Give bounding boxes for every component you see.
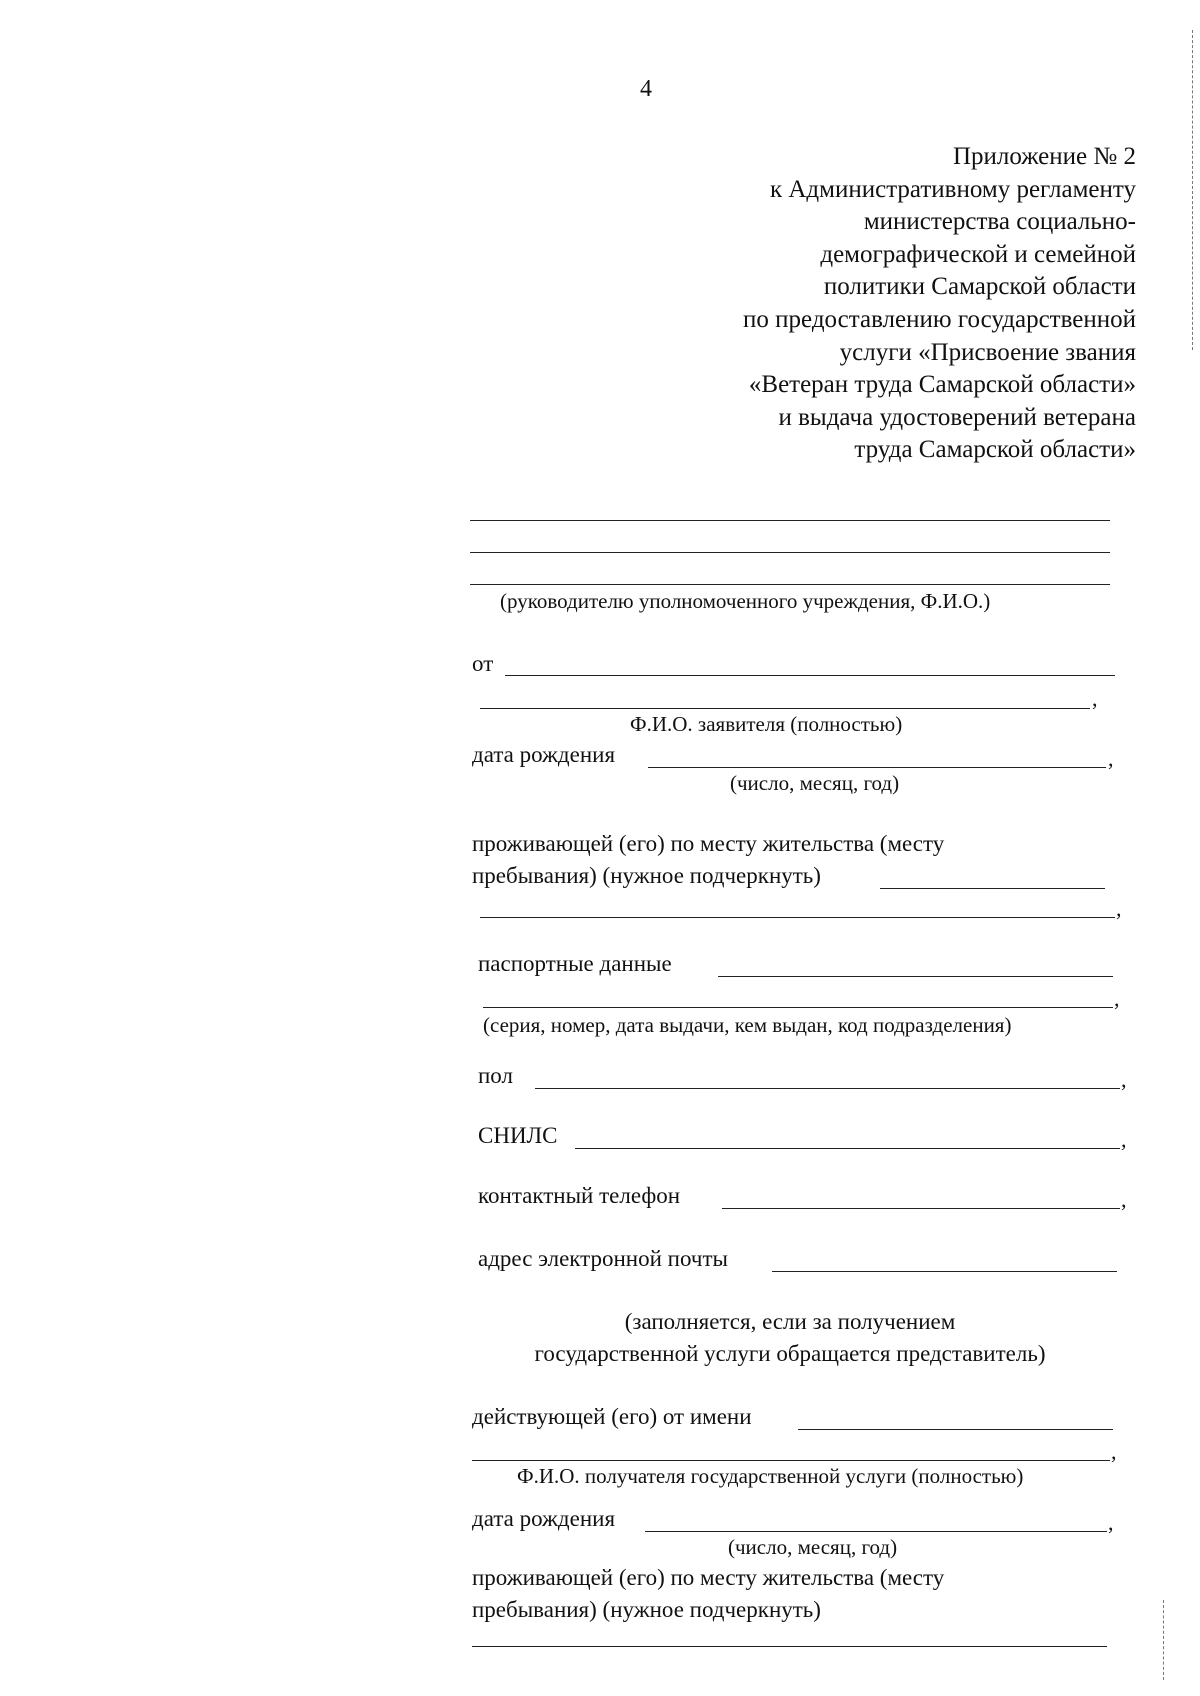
email-label: адрес электронной почты — [478, 1246, 728, 1271]
comma: , — [1111, 1439, 1117, 1464]
recipient-line-2[interactable] — [470, 552, 1110, 553]
comma: , — [1121, 1127, 1127, 1152]
comma: , — [1116, 896, 1122, 921]
sex-field[interactable] — [535, 1088, 1120, 1089]
residence-field[interactable] — [880, 888, 1105, 889]
comma: , — [1108, 746, 1114, 771]
residence-field-line-2[interactable] — [480, 917, 1115, 918]
representative-note: (заполняется, если за получением — [624, 1309, 956, 1334]
recipient-line-3[interactable] — [470, 584, 1110, 585]
appendix-line: «Ветеран труда Самарской области» — [748, 371, 1136, 399]
birth-date-label: дата рождения — [472, 1506, 616, 1531]
residence-text: проживающей (его) по месту жительства (месту — [472, 831, 945, 856]
comma: , — [1108, 1510, 1114, 1535]
appendix-line: и выдача удостоверений ветерана — [778, 403, 1136, 431]
comma: , — [1121, 1067, 1127, 1092]
recipient-line-1[interactable] — [470, 520, 1110, 521]
passport-field-line-2[interactable] — [483, 1007, 1113, 1008]
recipient-hint: (руководителю уполномоченного учреждения, Ф.И.О.) — [500, 589, 991, 613]
appendix-line: министерства социально- — [863, 208, 1136, 236]
representative-note: государственной услуги обращается представитель) — [534, 1341, 1046, 1366]
sex-label: пол — [478, 1063, 513, 1088]
appendix-header — [576, 141, 1136, 467]
snils-label: СНИЛС — [478, 1123, 558, 1148]
acting-label: действующей (его) от имени — [472, 1404, 752, 1429]
appendix-line: политики Самарской области — [823, 273, 1136, 301]
appendix-line: Приложение № 2 — [952, 143, 1136, 170]
appendix-line: труда Самарской области» — [854, 436, 1136, 464]
birth-date-hint: (число, месяц, год) — [730, 771, 900, 795]
recipient-name-hint: Ф.И.О. получателя государственной услуги (полностью) — [517, 1464, 1024, 1488]
appendix-line: услуги «Присвоение звания — [839, 338, 1136, 366]
residence-2-text: проживающей (его) по месту жительства (месту — [472, 1565, 945, 1590]
phone-field[interactable] — [722, 1208, 1120, 1209]
birth-date-2-field[interactable] — [645, 1531, 1107, 1532]
appendix-line: демографической и семейной — [820, 240, 1136, 268]
snils-field[interactable] — [575, 1148, 1120, 1149]
birth-date-2-hint: (число, месяц, год) — [728, 1535, 898, 1559]
comma: , — [1092, 686, 1098, 711]
appendix-line: по предоставлению государственной — [743, 305, 1136, 333]
email-field[interactable] — [772, 1271, 1117, 1272]
from-field-line-2[interactable] — [480, 708, 1090, 709]
residence-text: пребывания) (нужное подчеркнуть) — [472, 863, 821, 888]
passport-hint: (серия, номер, дата выдачи, кем выдан, код подразделения) — [483, 1013, 1012, 1037]
residence-2-text: пребывания) (нужное подчеркнуть) — [472, 1597, 821, 1622]
birth-date-label: дата рождения — [472, 742, 616, 767]
comma: , — [1121, 1187, 1127, 1212]
page-number: 4 — [640, 76, 652, 102]
passport-field[interactable] — [718, 976, 1113, 977]
applicant-name-hint: Ф.И.О. заявителя (полностью) — [630, 712, 903, 736]
passport-label: паспортные данные — [478, 951, 672, 976]
comma: , — [1114, 986, 1120, 1011]
from-field[interactable] — [505, 675, 1115, 676]
birth-date-field[interactable] — [648, 767, 1106, 768]
phone-label: контактный телефон — [478, 1183, 681, 1208]
from-label: от — [472, 651, 494, 676]
acting-field[interactable] — [798, 1429, 1113, 1430]
appendix-line: к Административному регламенту — [769, 175, 1136, 203]
residence-2-field[interactable] — [472, 1646, 1107, 1647]
scan-edge-mark — [1192, 30, 1193, 350]
acting-field-line-2[interactable] — [472, 1460, 1110, 1461]
scan-edge-mark — [1163, 1600, 1164, 1680]
